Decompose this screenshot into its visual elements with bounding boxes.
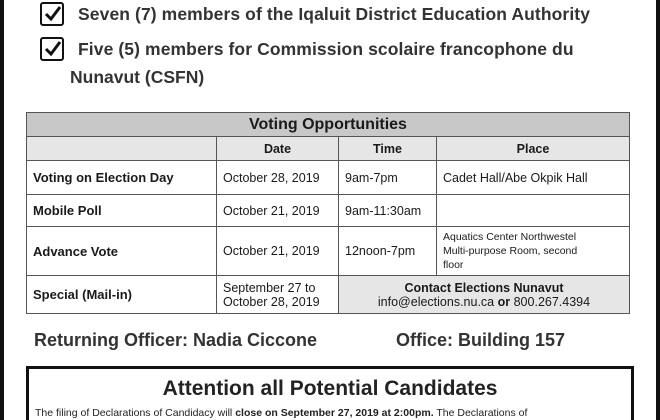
checklist-item-ideA xyxy=(40,2,590,27)
vote-date: October 21, 2019 xyxy=(217,227,339,276)
place-line: Aquatics Center Northwestel xyxy=(443,231,577,243)
contact-title: Contact Elections Nunavut xyxy=(404,280,564,295)
notice-text-start: The filing of Declarations of Candidacy will xyxy=(35,407,236,419)
table-row xyxy=(27,161,630,195)
date-line: October 28, 2019 xyxy=(223,294,320,309)
contact-cell xyxy=(339,276,630,314)
table-title: Voting Opportunities xyxy=(27,113,630,137)
vote-date xyxy=(217,276,339,314)
vote-place: Cadet Hall/Abe Okpik Hall xyxy=(437,161,630,195)
page-border-right xyxy=(656,0,660,420)
vote-type: Voting on Election Day xyxy=(27,161,217,195)
office-location: Office: Building 157 xyxy=(396,330,566,350)
column-header-place: Place xyxy=(437,137,630,161)
contact-or: or xyxy=(497,294,511,309)
checklist-item-text: Five (5) members for Commission scolaire francophone du xyxy=(78,39,574,59)
vote-date: October 28, 2019 xyxy=(217,161,339,195)
table-row xyxy=(27,227,630,276)
vote-date: October 21, 2019 xyxy=(217,195,339,227)
column-header-time: Time xyxy=(339,137,437,161)
voting-opportunities-table xyxy=(26,112,630,314)
notice-text-bold: close on September 27, 2019 at 2:00pm. xyxy=(235,407,434,419)
date-line: September 27 to xyxy=(223,280,316,295)
checklist-item-continuation: Nunavut (CSFN) xyxy=(70,67,205,87)
returning-officer: Returning Officer: Nadia Ciccone xyxy=(34,330,318,350)
column-header-date: Date xyxy=(217,137,339,161)
vote-time: 9am-7pm xyxy=(339,161,437,195)
candidates-notice-title: Attention all Potential Candidates xyxy=(162,377,498,400)
table-row xyxy=(27,195,630,227)
vote-place xyxy=(437,195,630,227)
vote-place xyxy=(437,227,630,276)
vote-time: 12noon-7pm xyxy=(339,227,437,276)
notice-text-end: The Declarations of xyxy=(433,407,528,419)
checkbox-checked-icon xyxy=(40,2,64,26)
vote-type: Special (Mail-in) xyxy=(27,276,217,314)
place-line: floor xyxy=(443,259,464,271)
place-line: Multi-purpose Room, second xyxy=(443,245,578,257)
candidates-notice-text xyxy=(35,407,527,419)
contact-phone: 800.267.4394 xyxy=(513,294,591,309)
vote-type: Mobile Poll xyxy=(27,195,217,227)
checkbox-checked-icon xyxy=(40,37,64,61)
vote-type: Advance Vote xyxy=(27,227,217,276)
contact-email: info@elections.nu.ca xyxy=(377,294,495,309)
candidates-notice-box xyxy=(26,366,634,420)
page-border-left xyxy=(0,0,4,420)
checklist-item-text: Seven (7) members of the Iqaluit District Education Authority xyxy=(78,4,591,24)
checklist-item-csfn xyxy=(40,37,574,62)
vote-time: 9am-11:30am xyxy=(339,195,437,227)
table-row xyxy=(27,276,630,314)
column-header-type xyxy=(27,137,217,161)
